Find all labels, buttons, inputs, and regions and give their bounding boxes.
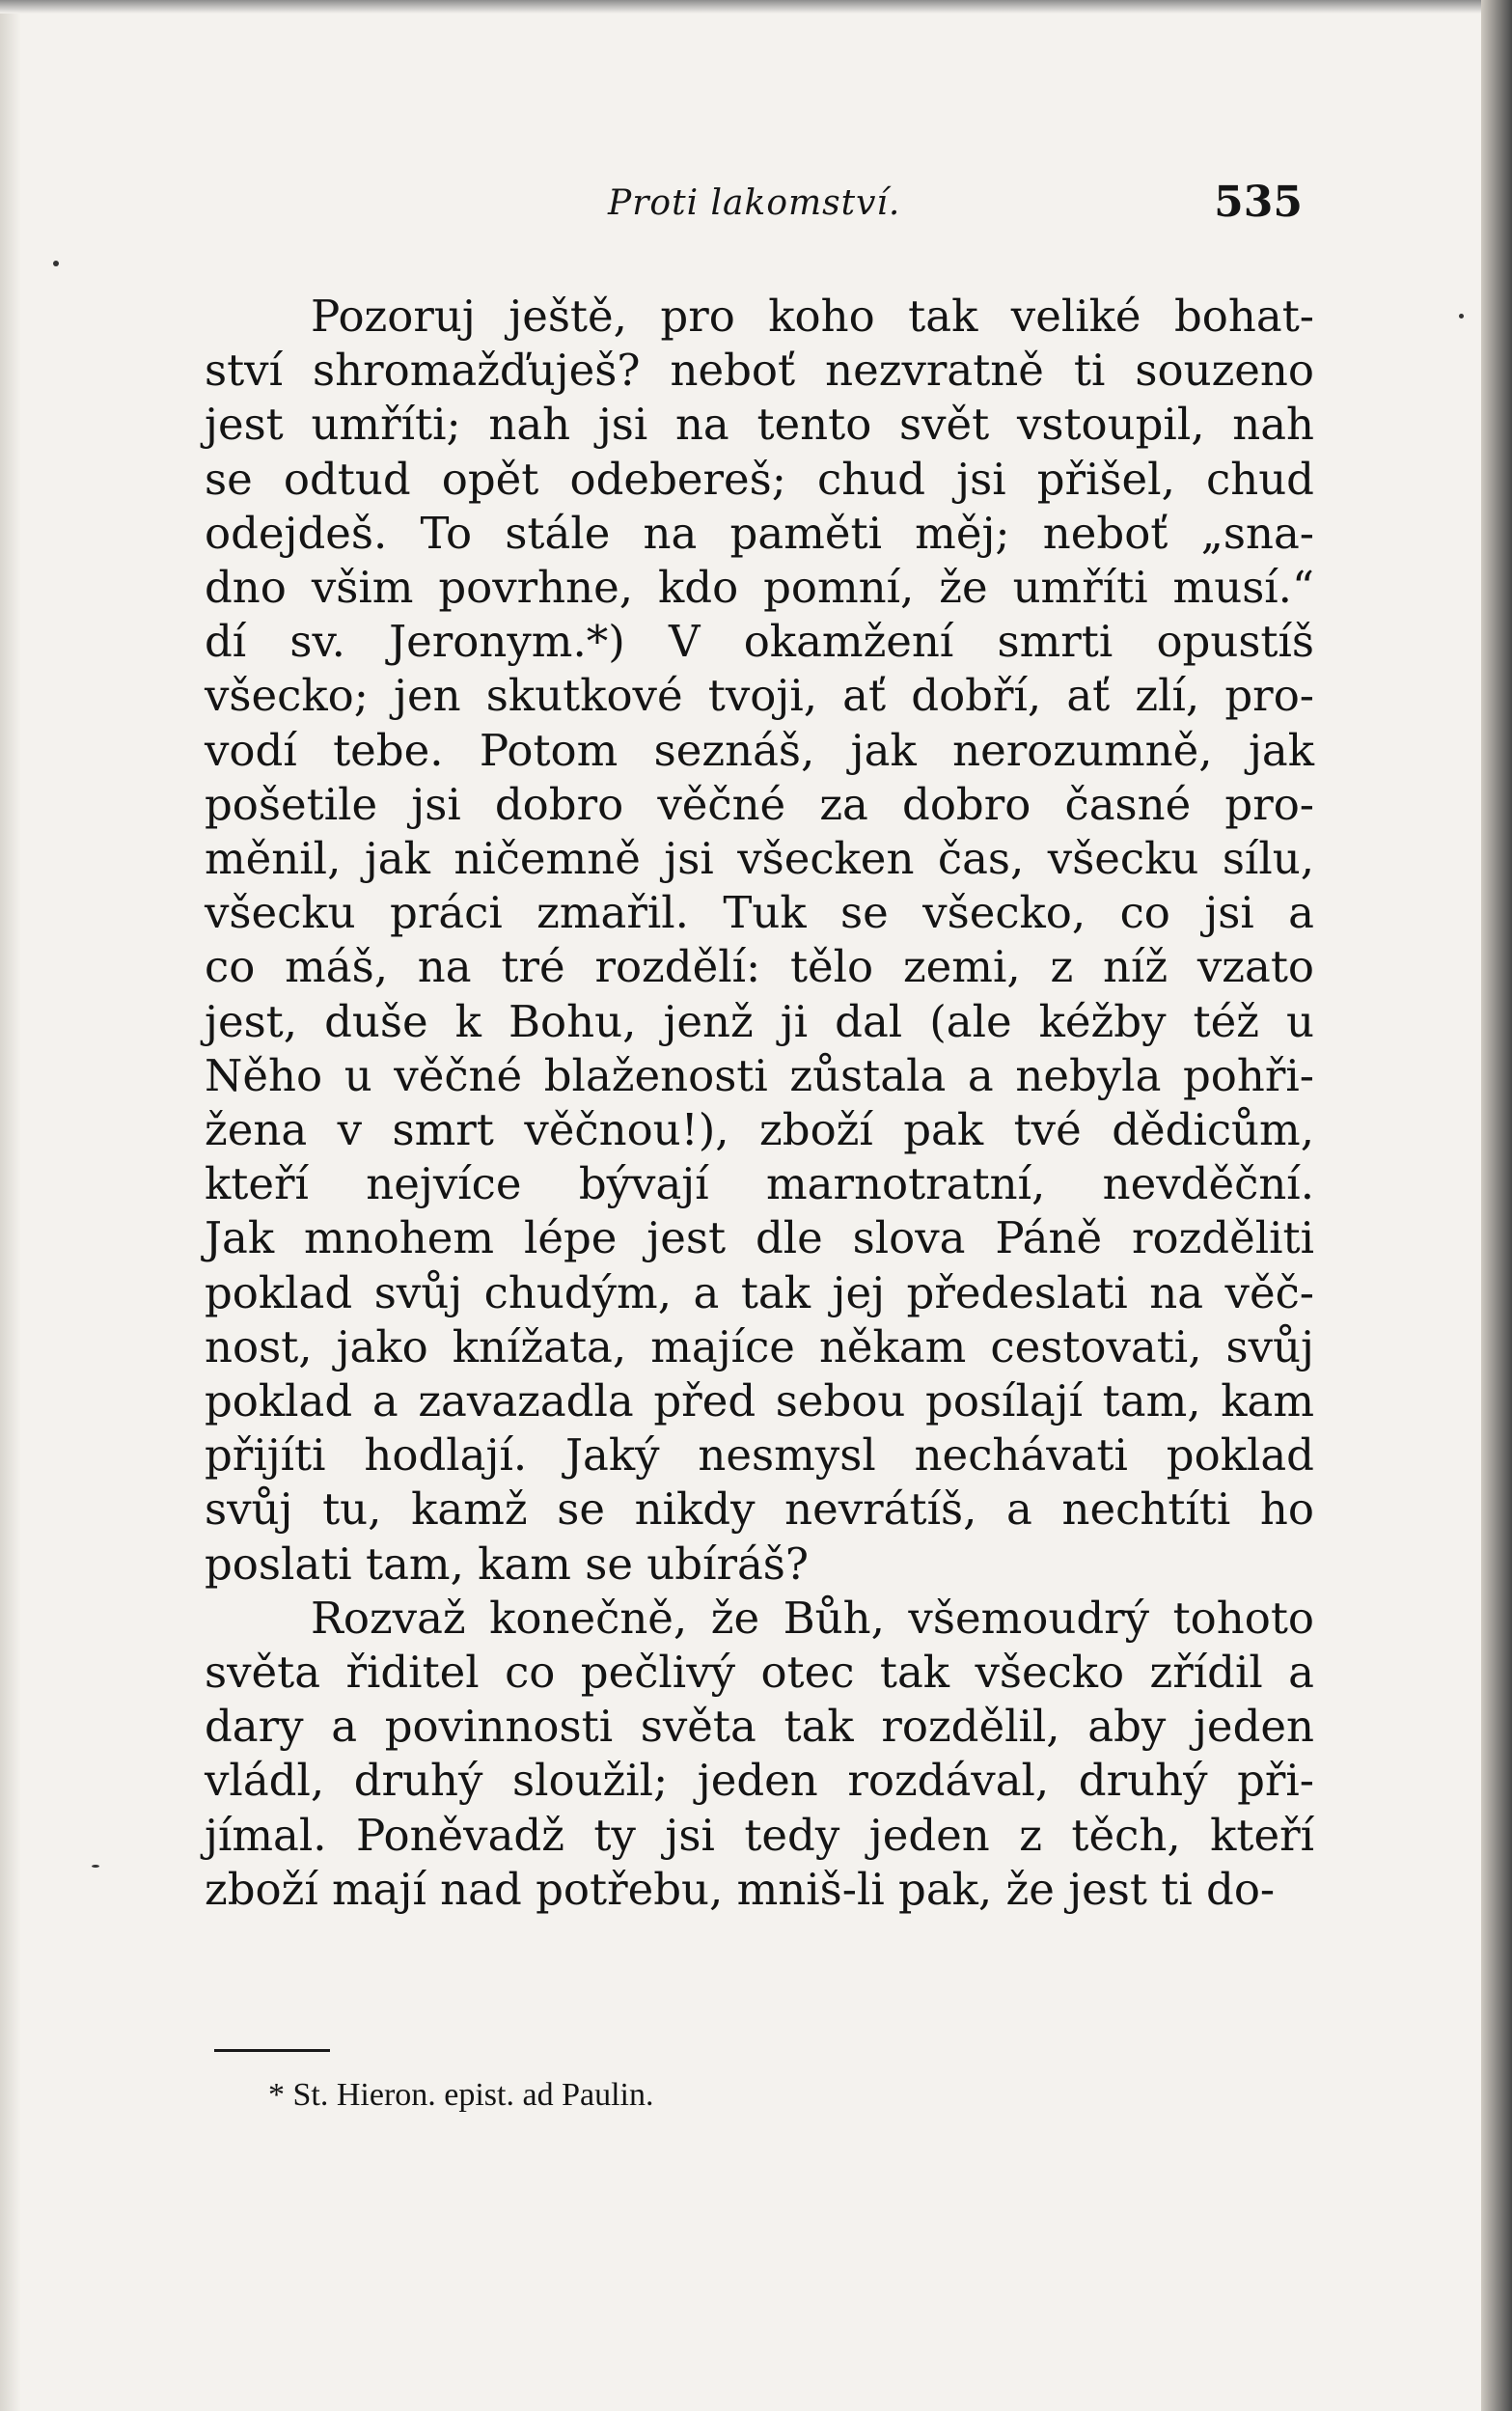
text-line: co máš, na tré rozdělí: tělo zemi, z níž vzato (205, 941, 1314, 993)
text-line: nost, jako knížata, majíce někam cestovati, svůj (205, 1320, 1314, 1372)
footnote-rule (214, 2049, 330, 2052)
paper-speck (1459, 314, 1464, 319)
page-right-edge-shadow (1481, 0, 1512, 2411)
page-left-edge (0, 0, 21, 2411)
text-line: odejdeš. To stále na paměti měj; neboť „sna- (205, 507, 1314, 559)
text-line: poklad a zavazadla před sebou posílají tam, kam (205, 1375, 1314, 1427)
text-line: pošetile jsi dobro věčné za dobro časné pro- (205, 778, 1314, 830)
text-line: měnil, jak ničemně jsi všecken čas, všecku sílu, (205, 833, 1314, 885)
text-line: Jak mnohem lépe jest dle slova Páně rozděliti (205, 1212, 1314, 1264)
text-line: dno všim povrhne, kdo pomní, že umříti musí.“ (205, 562, 1314, 614)
text-line: kteří nejvíce bývají marnotratní, nevděční. (205, 1158, 1314, 1210)
page-header (203, 178, 1303, 232)
text-line: žena v smrt věčnou!), zboží pak tvé dědicům, (205, 1104, 1314, 1156)
body-text (205, 290, 1314, 1917)
text-line: všecko; jen skutkové tvoji, ať dobří, ať zlí, pro- (205, 670, 1314, 722)
running-title: Proti lakomství. (608, 183, 901, 223)
page-number: 535 (1214, 178, 1303, 227)
text-line: Rozvaž konečně, že Bůh, všemoudrý tohoto (311, 1592, 1314, 1644)
text-line: poklad svůj chudým, a tak jej předeslati na věč- (205, 1266, 1314, 1318)
text-line: vodí tebe. Potom seznáš, jak nerozumně, jak (205, 724, 1314, 776)
paper-speck (92, 1865, 99, 1868)
text-line: jest, duše k Bohu, jenž ji dal (ale kéžby též u (205, 995, 1314, 1047)
text-line: Pozoruj ještě, pro koho tak veliké bohat- (311, 291, 1314, 342)
text-line: svůj tu, kamž se nikdy nevrátíš, a nechtíti ho (205, 1483, 1314, 1536)
text-line: dí sv. Jeronym.*) V okamžení smrti opustíš (205, 616, 1314, 668)
text-line: ství shromažďuješ? neboť nezvratně ti souzeno (205, 345, 1314, 397)
text-line: jímal. Poněvadž ty jsi tedy jeden z těch, kteří (205, 1809, 1314, 1861)
text-line: světa řiditel co pečlivý otec tak všecko zřídil a (205, 1647, 1314, 1699)
text-line: se odtud opět odebereš; chud jsi přišel, chud (205, 453, 1314, 505)
text-line: jest umříti; nah jsi na tento svět vstoupil, nah (205, 399, 1314, 451)
text-line: všecku práci zmařil. Tuk se všecko, co jsi a (205, 887, 1314, 939)
text-line: zboží mají nad potřebu, mniš-li pak, že jest ti do- (205, 1863, 1276, 1915)
page-top-edge (0, 0, 1512, 14)
text-line: přijíti hodlají. Jaký nesmysl nechávati poklad (205, 1429, 1314, 1482)
footnote: * St. Hieron. epist. ad Paulin. (268, 2077, 654, 2113)
text-line: poslati tam, kam se ubíráš? (205, 1538, 810, 1590)
text-line: dary a povinnosti světa tak rozdělil, aby jeden (205, 1701, 1314, 1753)
text-line: vládl, druhý sloužil; jeden rozdával, druhý při- (205, 1755, 1314, 1807)
text-line: Něho u věčné blaženosti zůstala a nebyla pohři- (205, 1049, 1314, 1101)
paper-speck (53, 261, 59, 266)
